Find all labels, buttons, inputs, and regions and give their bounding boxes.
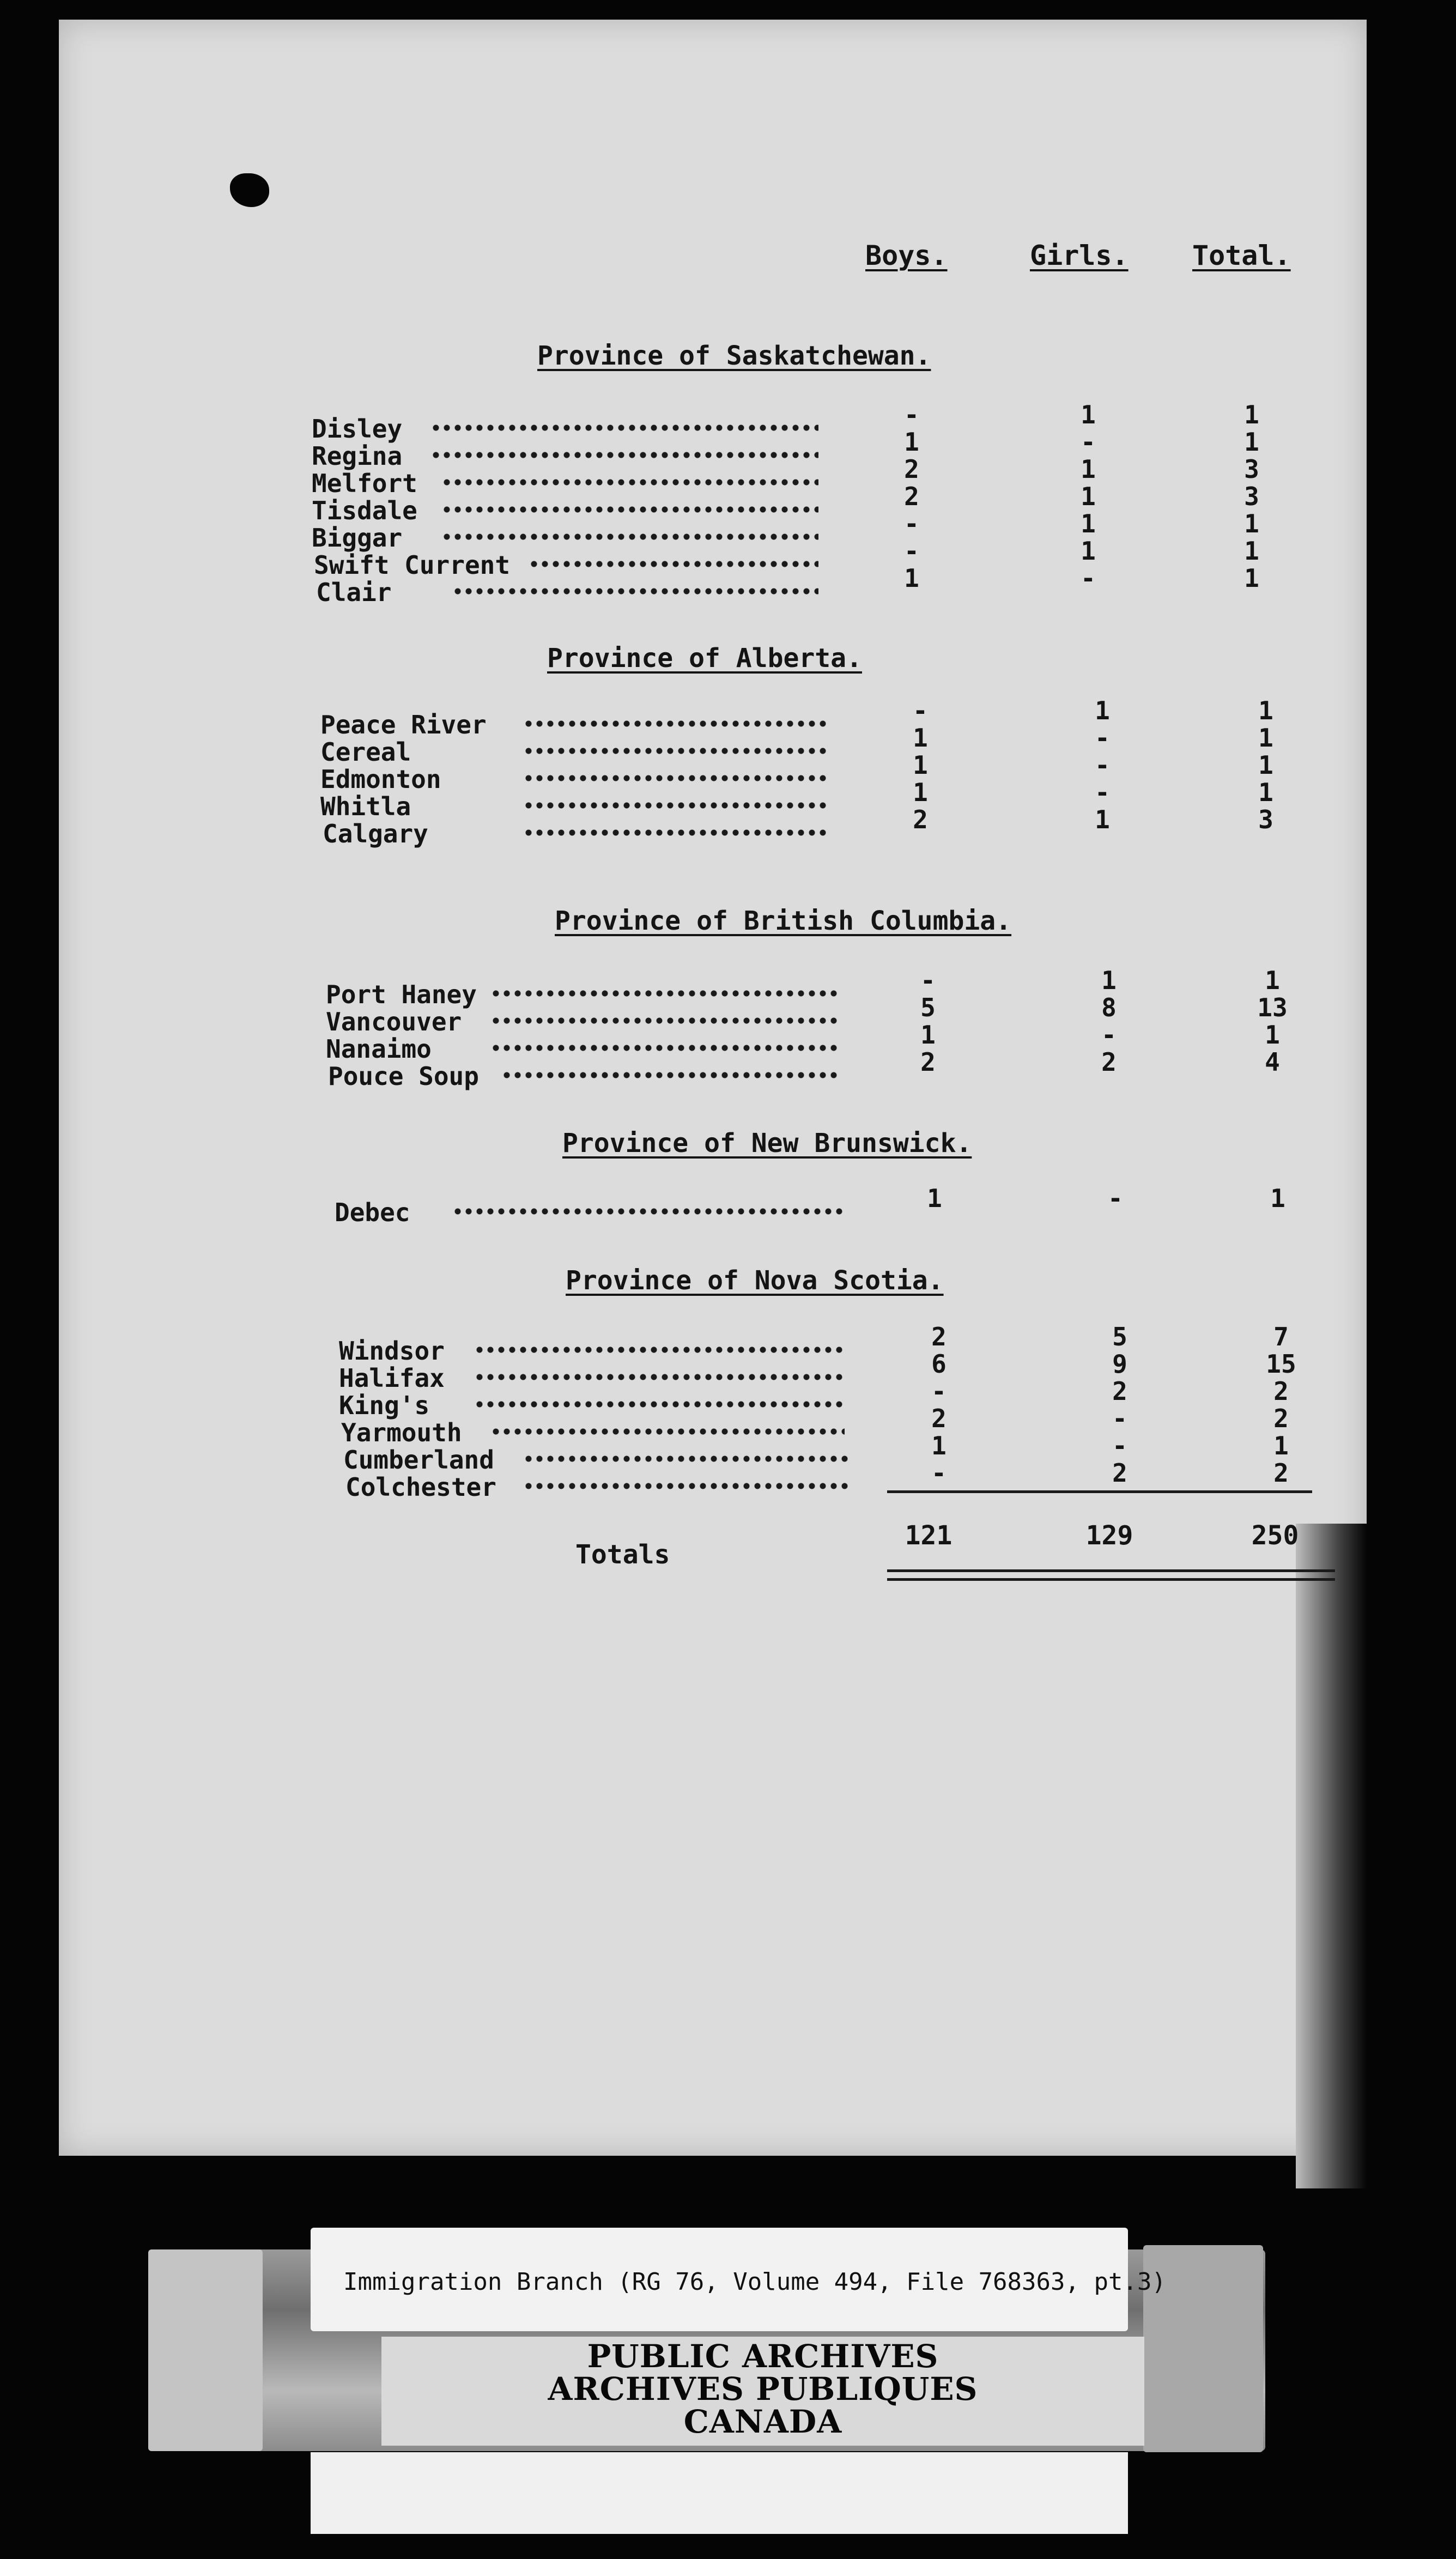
- total-value: 13: [1257, 993, 1288, 1022]
- total-value: 1: [1244, 536, 1259, 566]
- totals-rule: [887, 1490, 1312, 1493]
- province-title: Province of British Columbia.: [555, 906, 1012, 936]
- leader-dots: [490, 1043, 839, 1053]
- girls-value: 1: [1081, 482, 1096, 511]
- torn-edge: [1296, 1524, 1367, 2188]
- leader-dots: [490, 989, 839, 998]
- boys-value: 2: [904, 482, 919, 511]
- header-girls: Girls.: [1030, 240, 1129, 271]
- girls-value: 1: [1095, 696, 1110, 725]
- total-value: 2: [1273, 1458, 1289, 1488]
- total-value: 3: [1258, 805, 1273, 834]
- place-name: Port Haney: [326, 980, 477, 1009]
- leader-dots: [490, 1016, 839, 1026]
- total-value: 15: [1266, 1349, 1296, 1379]
- girls-value: 2: [1112, 1458, 1127, 1488]
- table-row: [0, 1184, 1285, 1227]
- total-value: 2: [1273, 1404, 1289, 1433]
- boys-value: -: [904, 536, 919, 566]
- leader-dots: [501, 1070, 839, 1080]
- total-value: 1: [1244, 509, 1259, 538]
- double-rule-top: [887, 1569, 1335, 1572]
- punch-hole: [230, 173, 269, 207]
- place-name: Yarmouth: [341, 1418, 462, 1447]
- leader-dots: [441, 477, 818, 487]
- province-title: Province of Nova Scotia.: [566, 1265, 944, 1296]
- place-name: Melfort: [312, 469, 417, 498]
- total-value: 1: [1265, 966, 1280, 995]
- leader-dots: [523, 719, 828, 729]
- girls-value: -: [1108, 1184, 1123, 1213]
- totals-label: Totals: [575, 1539, 670, 1570]
- table-row: [0, 696, 1273, 739]
- leader-dots: [523, 1454, 850, 1464]
- place-name: Colchester: [345, 1472, 496, 1502]
- place-name: Halifax: [339, 1363, 445, 1393]
- leader-dots: [523, 773, 828, 783]
- total-value: 1: [1244, 563, 1259, 593]
- header-boys: Boys.: [865, 240, 948, 271]
- girls-value: 5: [1112, 1322, 1127, 1351]
- leader-dots: [523, 801, 828, 810]
- totals-girls: 129: [1085, 1520, 1133, 1551]
- girls-value: 1: [1101, 966, 1117, 995]
- total-value: 1: [1258, 750, 1273, 780]
- place-name: Nanaimo: [326, 1034, 432, 1064]
- total-value: 4: [1265, 1047, 1280, 1077]
- table-row: [0, 966, 1280, 1009]
- boys-value: 1: [913, 750, 928, 780]
- boys-value: 2: [913, 805, 928, 834]
- double-rule-bottom: [887, 1578, 1335, 1581]
- total-value: 1: [1265, 1020, 1280, 1050]
- place-name: Vancouver: [326, 1007, 462, 1036]
- girls-value: 1: [1081, 536, 1096, 566]
- leader-dots: [430, 450, 818, 460]
- boys-value: 2: [931, 1322, 947, 1351]
- table-row: [0, 400, 1259, 444]
- stamp-line-3: CANADA: [683, 2403, 842, 2440]
- total-value: 2: [1273, 1376, 1289, 1406]
- place-name: Swift Current: [314, 550, 511, 580]
- boys-value: -: [920, 966, 936, 995]
- girls-value: 9: [1112, 1349, 1127, 1379]
- girls-value: -: [1095, 723, 1110, 753]
- boys-value: -: [931, 1376, 947, 1406]
- totals-boys: 121: [905, 1520, 953, 1551]
- stamp-line-1: PUBLIC ARCHIVES: [587, 2338, 939, 2375]
- leader-dots: [474, 1399, 845, 1409]
- boys-value: 2: [931, 1404, 947, 1433]
- girls-value: 8: [1101, 993, 1117, 1022]
- boys-value: 1: [913, 778, 928, 807]
- total-value: 3: [1244, 482, 1259, 511]
- leader-dots: [452, 586, 818, 596]
- place-name: Cumberland: [343, 1445, 494, 1475]
- leader-dots: [490, 1427, 845, 1436]
- total-value: 7: [1273, 1322, 1289, 1351]
- girls-value: -: [1101, 1020, 1117, 1050]
- place-name: Calgary: [323, 819, 428, 848]
- leader-dots: [441, 532, 818, 542]
- boys-value: 1: [920, 1020, 936, 1050]
- total-value: 1: [1258, 778, 1273, 807]
- leader-dots: [523, 746, 828, 756]
- archive-label-card: [311, 2228, 1166, 2331]
- place-name: Pouce Soup: [328, 1062, 479, 1091]
- province-title: Province of New Brunswick.: [562, 1128, 972, 1159]
- lower-label-card: [311, 2452, 1128, 2534]
- leader-dots: [474, 1372, 845, 1382]
- table-row: [0, 1322, 1289, 1366]
- boys-value: -: [913, 696, 928, 725]
- girls-value: 2: [1112, 1376, 1127, 1406]
- total-value: 1: [1270, 1184, 1285, 1213]
- tape-left-end: [148, 2249, 263, 2451]
- leader-dots: [523, 1481, 850, 1491]
- total-value: 1: [1244, 400, 1259, 429]
- boys-value: 1: [927, 1184, 942, 1213]
- total-value: 1: [1258, 696, 1273, 725]
- girls-value: -: [1081, 427, 1096, 457]
- girls-value: -: [1095, 778, 1110, 807]
- boys-value: 1: [904, 427, 919, 457]
- archive-reference: Immigration Branch (RG 76, Volume 494, File 768363, pt.3): [343, 2268, 1166, 2296]
- total-value: 1: [1244, 427, 1259, 457]
- place-name: Cereal: [320, 737, 411, 767]
- place-name: Disley: [312, 414, 403, 444]
- boys-value: 5: [920, 993, 936, 1022]
- place-name: Edmonton: [320, 765, 441, 794]
- leader-dots: [529, 559, 818, 569]
- total-value: 1: [1273, 1431, 1289, 1460]
- place-name: Peace River: [320, 710, 487, 739]
- leader-dots: [430, 423, 818, 433]
- place-name: King's: [339, 1391, 430, 1420]
- place-name: Regina: [312, 441, 403, 471]
- girls-value: -: [1112, 1404, 1127, 1433]
- girls-value: -: [1095, 750, 1110, 780]
- girls-value: 1: [1095, 805, 1110, 834]
- place-name: Whitla: [320, 792, 411, 821]
- girls-value: 1: [1081, 454, 1096, 484]
- province-title: Province of Alberta.: [547, 643, 862, 674]
- girls-value: 2: [1101, 1047, 1117, 1077]
- place-name: Biggar: [312, 523, 403, 553]
- boys-value: 2: [904, 454, 919, 484]
- boys-value: 6: [931, 1349, 947, 1379]
- stamp-line-2: ARCHIVES PUBLIQUES: [548, 2370, 978, 2408]
- boys-value: 2: [920, 1047, 936, 1077]
- girls-value: -: [1081, 563, 1096, 593]
- boys-value: -: [931, 1458, 947, 1488]
- place-name: Clair: [316, 578, 392, 607]
- place-name: Tisdale: [312, 496, 417, 525]
- place-name: Debec: [335, 1198, 410, 1227]
- boys-value: -: [904, 509, 919, 538]
- boys-value: 1: [904, 563, 919, 593]
- leader-dots: [441, 505, 818, 514]
- boys-value: 1: [913, 723, 928, 753]
- girls-value: -: [1112, 1431, 1127, 1460]
- boys-value: 1: [931, 1431, 947, 1460]
- total-value: 3: [1244, 454, 1259, 484]
- province-title: Province of Saskatchewan.: [537, 341, 931, 371]
- leader-dots: [452, 1206, 845, 1216]
- place-name: Windsor: [339, 1336, 445, 1366]
- header-total: Total.: [1192, 240, 1291, 271]
- leader-dots: [474, 1345, 845, 1355]
- boys-value: -: [904, 400, 919, 429]
- girls-value: 1: [1081, 400, 1096, 429]
- leader-dots: [523, 828, 828, 838]
- archives-stamp: [381, 2337, 1144, 2446]
- totals-total: 250: [1251, 1520, 1299, 1551]
- girls-value: 1: [1081, 509, 1096, 538]
- total-value: 1: [1258, 723, 1273, 753]
